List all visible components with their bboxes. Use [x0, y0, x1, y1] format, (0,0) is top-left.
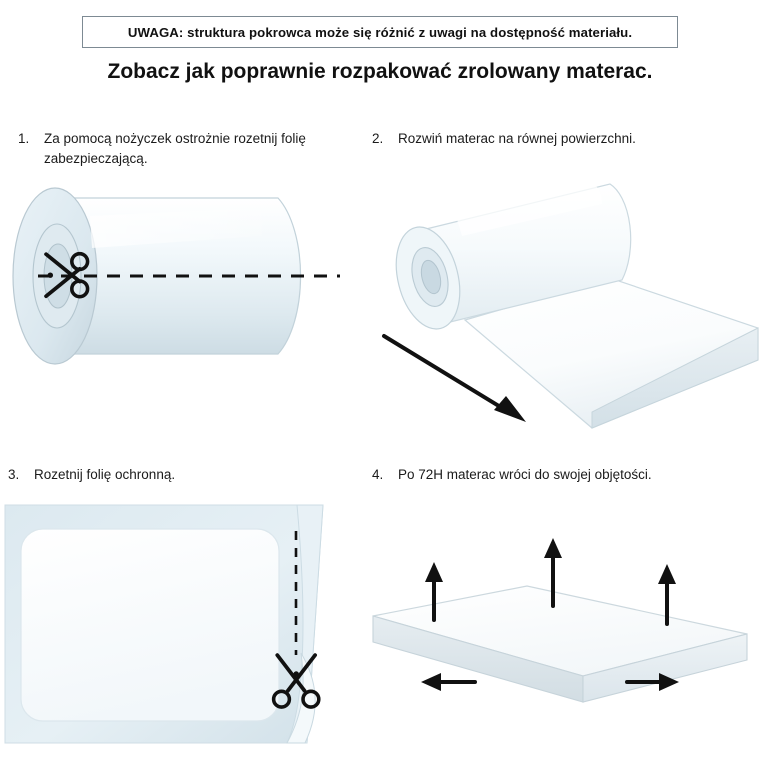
- step-2-illustration: [360, 160, 750, 435]
- foil-cut-svg: [5, 505, 340, 750]
- step-1-caption: [18, 129, 348, 168]
- rolled-mattress-svg: [10, 178, 350, 378]
- step-3-illustration: [5, 505, 340, 745]
- unrolling-mattress-svg: [360, 160, 760, 440]
- step-2-number: 2.: [372, 131, 384, 146]
- step-3-number: 3.: [8, 467, 20, 482]
- step-3-caption: [8, 465, 338, 485]
- step-1-text: Za pomocą nożyczek ostrożnie rozetnij folię zabezpieczającą.: [44, 131, 306, 166]
- step-4-caption: [372, 465, 732, 485]
- step-2-text: Rozwiń materac na równej powierzchni.: [398, 131, 636, 146]
- notice-banner: [82, 16, 678, 48]
- expanding-mattress-svg: [355, 520, 755, 750]
- step-1-number: 1.: [18, 131, 30, 146]
- step-3-text: Rozetnij folię ochronną.: [34, 467, 176, 482]
- step-4-text: Po 72H materac wróci do swojej objętości.: [398, 467, 652, 482]
- step-2-caption: [372, 129, 722, 149]
- step-1-illustration: [10, 178, 350, 378]
- step-4-illustration: [355, 520, 750, 745]
- step-4-number: 4.: [372, 467, 384, 482]
- mattress-flat: [21, 529, 279, 721]
- left-arrow: [421, 673, 475, 691]
- page-title: Zobacz jak poprawnie rozpakować zrolowany materac.: [107, 60, 653, 83]
- notice-text: UWAGA: struktura pokrowca może się różnić z uwagi na dostępność materiału.: [127, 24, 633, 40]
